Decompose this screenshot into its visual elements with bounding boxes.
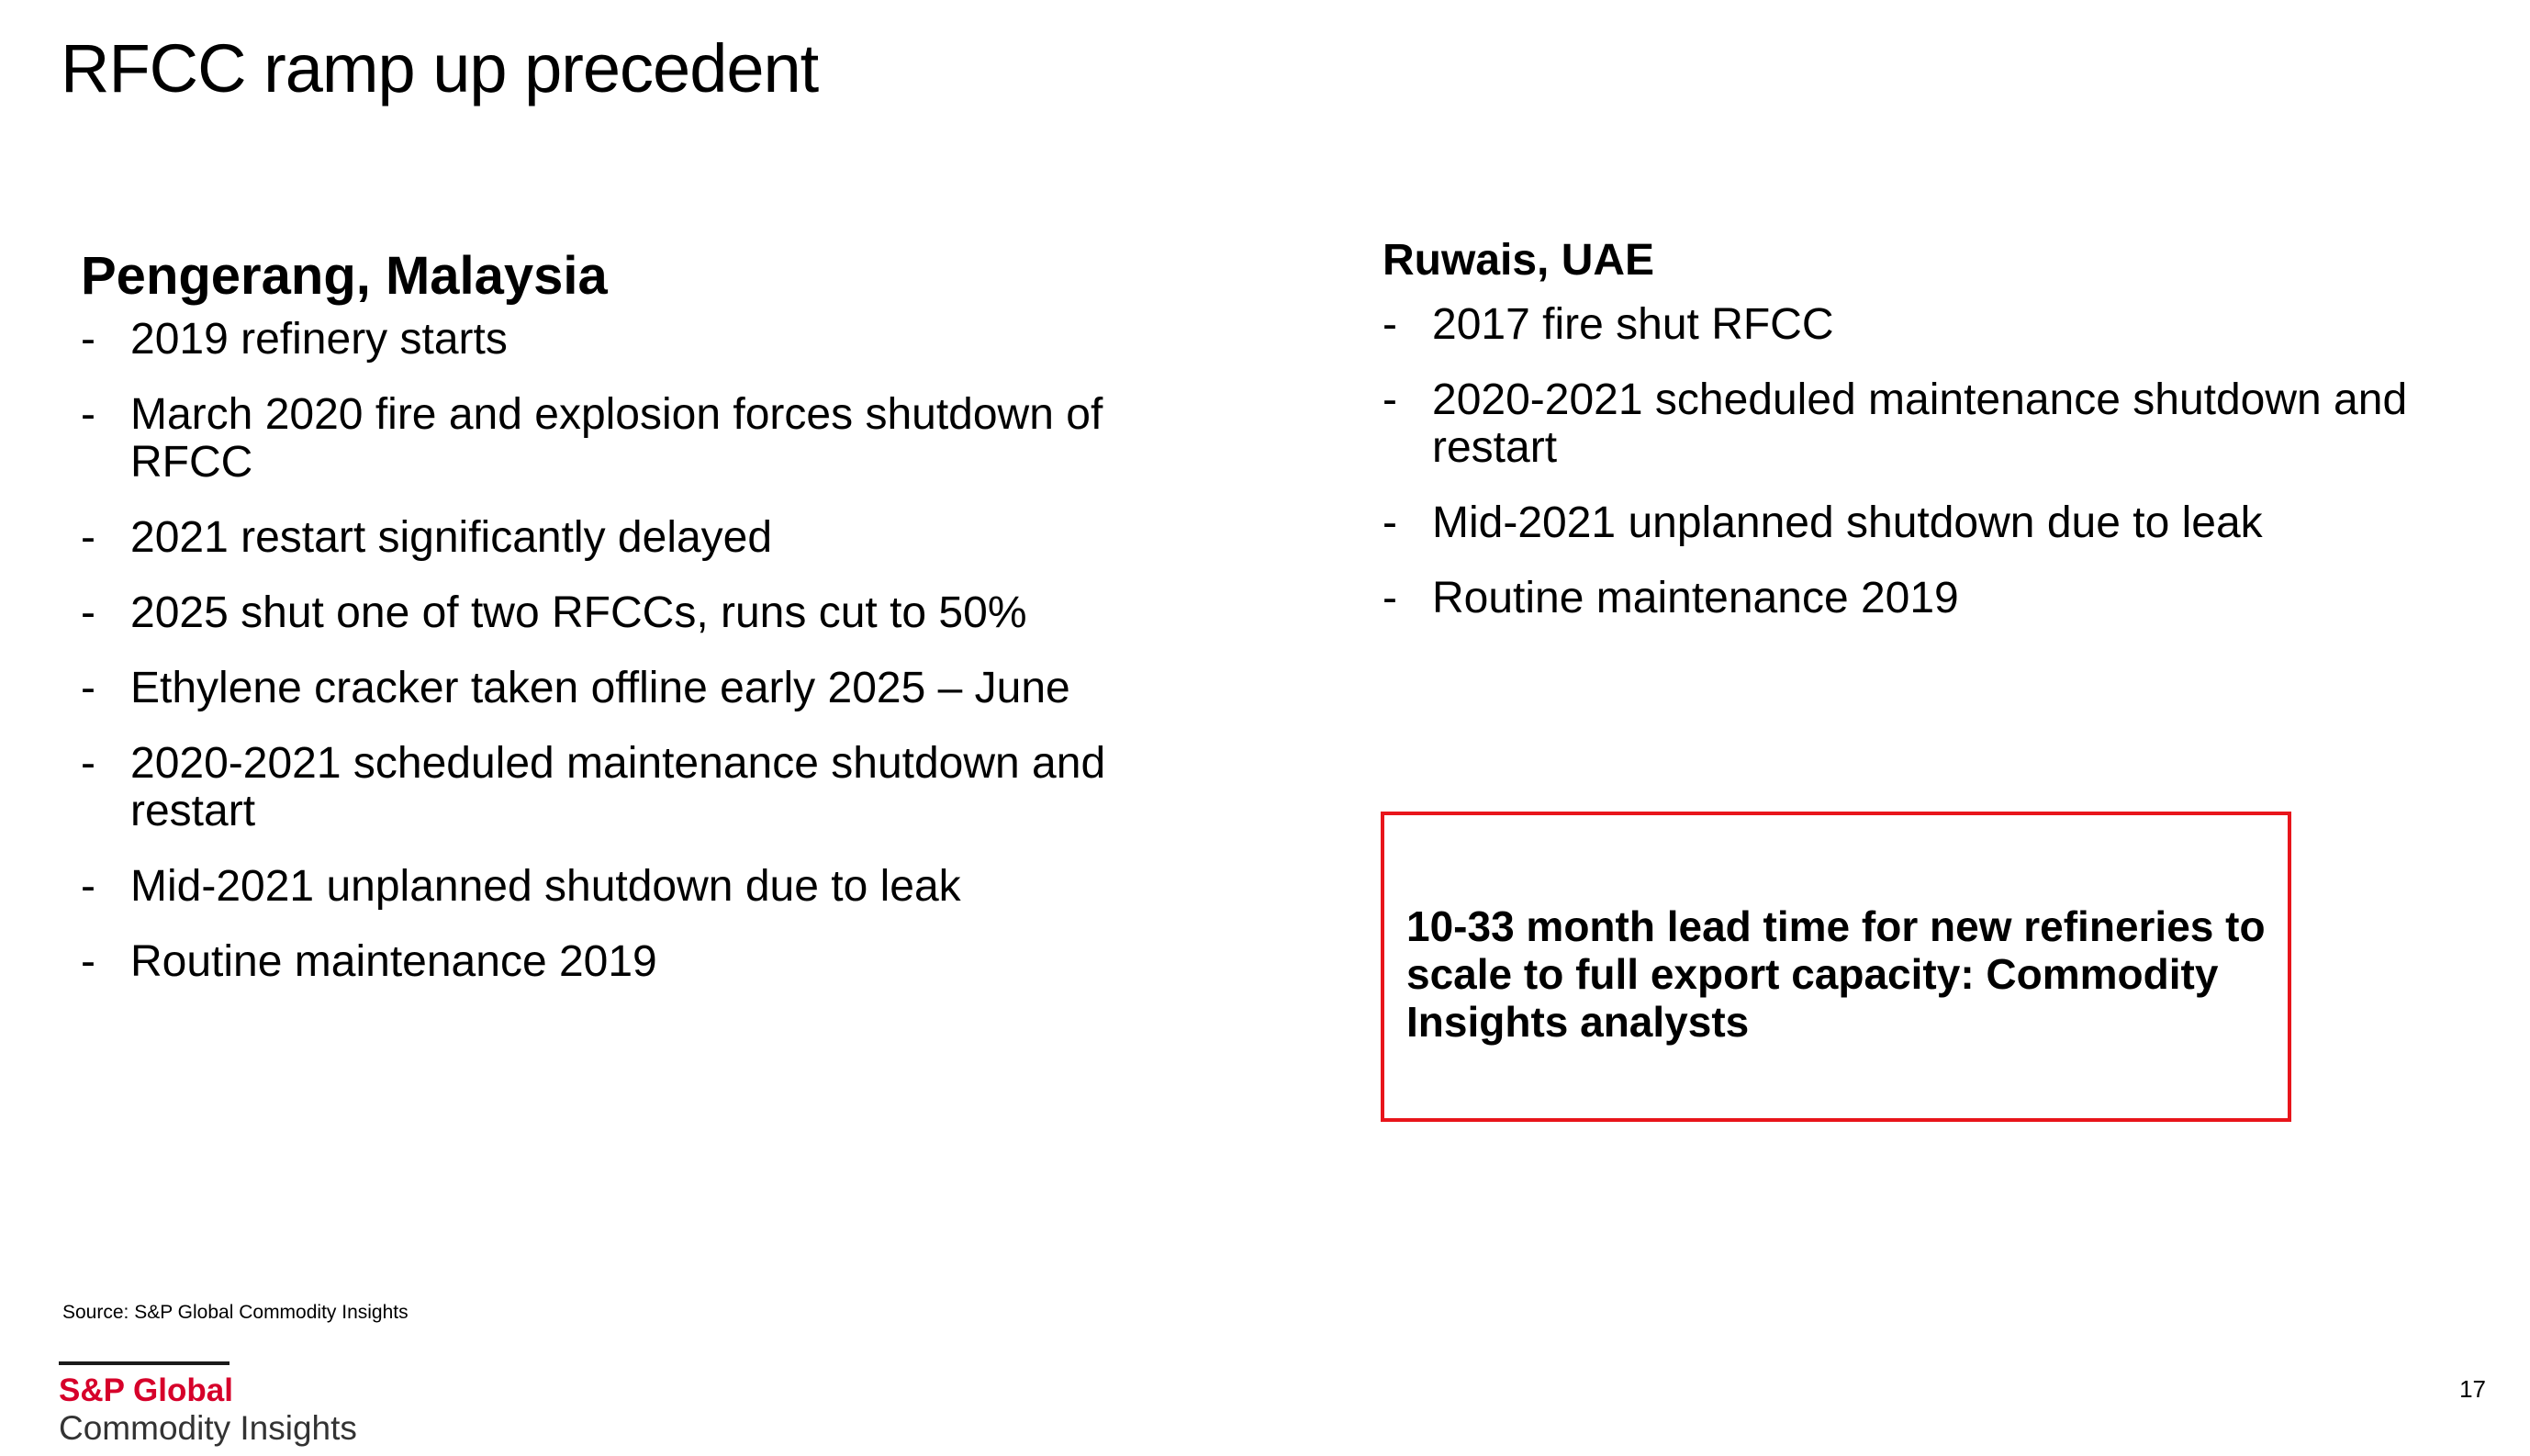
bullet-text: 2017 fire shut RFCC: [1432, 300, 1834, 349]
bullet-dash: -: [81, 937, 95, 986]
bullet-dash: -: [81, 862, 95, 911]
right-bullet-item: [1383, 301, 2484, 349]
left-bullet-item: [81, 740, 1182, 835]
bullet-dash: -: [81, 588, 95, 637]
left-column-pengerang: [81, 241, 1182, 1014]
bullet-text: Ethylene cracker taken offline early 2025 – June: [130, 664, 1070, 712]
left-bullet-item: [81, 514, 1182, 562]
bullet-dash: -: [1383, 574, 1397, 622]
right-bullet-list: [1383, 301, 2484, 622]
bullet-dash: -: [1383, 498, 1397, 547]
bullet-text: 2020-2021 scheduled maintenance shutdown and restart: [1432, 375, 2408, 472]
page-number: 17: [2459, 1375, 2486, 1403]
left-bullet-item: [81, 391, 1182, 487]
left-column-heading: Pengerang, Malaysia: [81, 246, 608, 306]
bullet-text: March 2020 fire and explosion forces shutdown of RFCC: [130, 390, 1103, 487]
left-bullet-item: [81, 589, 1182, 637]
bullet-dash: -: [1383, 375, 1397, 424]
source-note: Source: S&P Global Commodity Insights: [62, 1302, 409, 1323]
right-bullet-item: [1383, 376, 2484, 472]
callout-box: [1381, 812, 2291, 1122]
bullet-dash: -: [1383, 300, 1397, 349]
left-bullet-item: [81, 316, 1182, 364]
bullet-dash: -: [81, 513, 95, 562]
sp-global-logo: [59, 1361, 357, 1448]
bullet-text: 2021 restart significantly delayed: [130, 513, 773, 562]
right-bullet-item: [1383, 499, 2484, 547]
bullet-text: 2020-2021 scheduled maintenance shutdown and restart: [130, 739, 1106, 835]
bullet-text: 2019 refinery starts: [130, 315, 508, 364]
bullet-text: 2025 shut one of two RFCCs, runs cut to 50%: [130, 588, 1027, 637]
bullet-dash: -: [81, 664, 95, 712]
logo-rule: [59, 1361, 229, 1365]
bullet-text: Routine maintenance 2019: [130, 937, 657, 986]
logo-brand: S&P Global: [59, 1372, 233, 1408]
left-bullet-list: [81, 316, 1182, 986]
bullet-dash: -: [81, 390, 95, 439]
bullet-text: Routine maintenance 2019: [1432, 574, 1959, 622]
left-bullet-item: [81, 665, 1182, 712]
bullet-text: Mid-2021 unplanned shutdown due to leak: [1432, 498, 2263, 547]
callout-text: 10-33 month lead time for new refineries to scale to full export capacity: Commodity Insights analysts: [1406, 902, 2266, 1046]
slide-title: RFCC ramp up precedent: [61, 30, 819, 106]
right-column-heading: Ruwais, UAE: [1383, 236, 1655, 285]
bullet-dash: -: [81, 739, 95, 788]
left-bullet-item: [81, 938, 1182, 986]
left-bullet-item: [81, 863, 1182, 911]
bullet-text: Mid-2021 unplanned shutdown due to leak: [130, 862, 961, 911]
right-column-ruwais: [1383, 231, 2484, 650]
right-bullet-item: [1383, 575, 2484, 622]
bullet-dash: -: [81, 315, 95, 364]
logo-subtitle: Commodity Insights: [59, 1409, 357, 1447]
